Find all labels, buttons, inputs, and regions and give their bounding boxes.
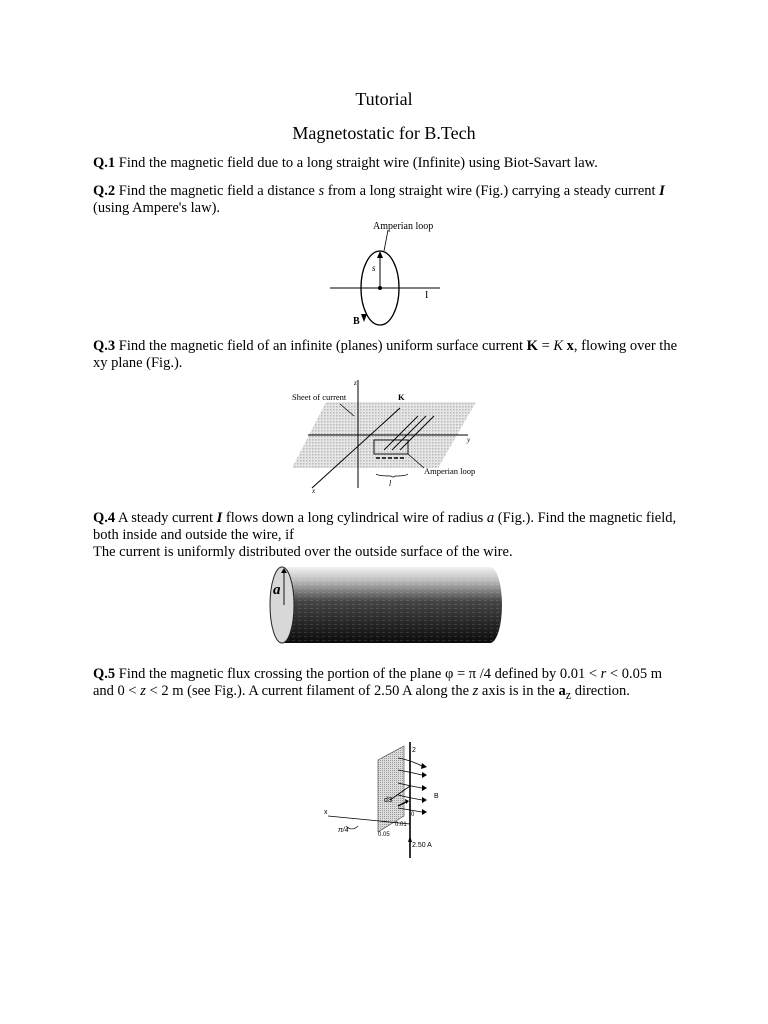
page-title: Tutorial <box>355 89 413 109</box>
page-subtitle: Magnetostatic for B.Tech <box>292 123 476 143</box>
fig4-005-label: 0.05 <box>378 832 390 838</box>
fig4-B-label: B <box>434 793 439 800</box>
question-2: Q.2 Find the magnetic field a distance s from a long straight wire (Fig.) carrying a steady current I (using Ampere's law). <box>93 183 665 216</box>
fig2-loop-label: Amperian loop <box>424 466 476 476</box>
fig4-001-label: 0.01 <box>395 822 407 828</box>
fig1-loop-label: Amperian loop <box>373 221 434 232</box>
fig4-current-label: 2.50 A <box>412 842 432 849</box>
figure-sheet-of-current <box>288 376 488 494</box>
question-number: Q.3 <box>93 338 116 354</box>
fig2-l-label: l <box>389 479 392 488</box>
question-number: Q.5 <box>93 666 116 682</box>
fig1-B-label: B <box>353 316 360 327</box>
question-number: Q.2 <box>93 183 116 199</box>
fig3-a-label: a <box>273 582 281 598</box>
fig2-z-label: z <box>354 379 357 387</box>
question-text: Find the magnetic field due to a long straight wire (Infinite) using Biot-Savart law. <box>115 155 598 171</box>
figure-flux-plane <box>318 728 448 860</box>
question-number: Q.4 <box>93 510 116 526</box>
fig2-K-label: K <box>398 392 405 402</box>
fig2-x-label: x <box>312 487 316 494</box>
fig4-0-label: 0 <box>411 812 415 818</box>
question-5: Q.5 Find the magnetic flux crossing the portion of the plane φ = π /4 defined by 0.01 < r < 0.05 m and 0 < z < 2 m (see Fig.). A current filament of 2.50 A along the z axis is in the $a_z$ direction. <box>93 666 663 702</box>
fig1-s-label: s <box>372 263 376 273</box>
fig4-2-label: 2 <box>412 747 416 754</box>
figure-amperian-loop-wire <box>318 218 448 330</box>
fig4-x-label: x <box>324 809 328 816</box>
question-4: Q.4 A steady current I flows down a long cylindrical wire of radius a (Fig.). Find the magnetic field, both inside and outside the wire, if The current is uniformly distributed over the outside surface of the wire. <box>93 510 677 560</box>
fig4-angle-label: π/4 <box>338 827 349 834</box>
question-number: Q.1 <box>93 155 116 171</box>
question-1 <box>93 155 683 172</box>
fig1-I-label: I <box>425 290 429 301</box>
question-3: Q.3 Find the magnetic field of an infinite (planes) uniform surface current K = K x, flowing over the xy plane (Fig.). <box>93 338 678 371</box>
fig2-sheet-label: Sheet of current <box>292 392 347 402</box>
fig4-dS-label: dS <box>384 797 393 804</box>
figure-cylindrical-wire <box>262 564 504 646</box>
fig2-y-label: y <box>467 436 471 444</box>
